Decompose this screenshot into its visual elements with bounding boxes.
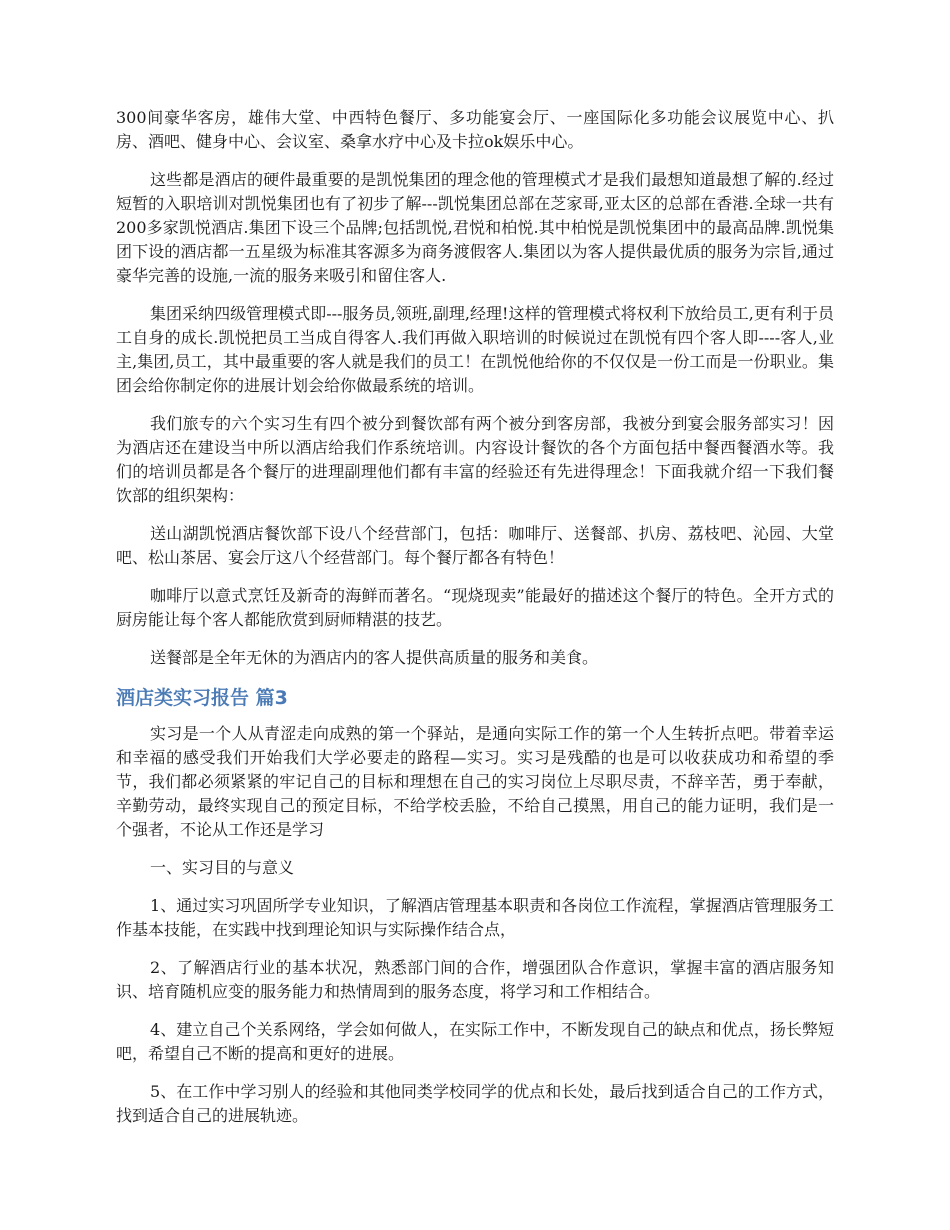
- paragraph: 送山湖凯悦酒店餐饮部下设八个经营部门，包括：咖啡厅、送餐部、扒房、荔枝吧、沁园、大堂吧、松山茶居、宴会厅这八个经营部门。每个餐厅都各有特色！: [116, 524, 834, 567]
- list-paragraph: 4、建立自己个关系网络，学会如何做人，在实际工作中，不断发现自己的缺点和优点，扬长弊短吧，希望自己不断的提高和更好的进展。: [116, 1020, 834, 1063]
- list-paragraph: 5、在工作中学习别人的经验和其他同类学校同学的优点和长处，最后找到适合自己的工作方式，找到适合自己的进展轨迹。: [116, 1082, 834, 1125]
- paragraph: 咖啡厅以意式烹饪及新奇的海鲜而著名。“现烧现卖”能最好的描述这个餐厅的特色。全开方式的厨房能让每个客人都能欣赏到厨师精湛的技艺。: [116, 586, 834, 629]
- paragraph: 送餐部是全年无休的为酒店内的客人提供高质量的服务和美食。: [150, 648, 599, 667]
- list-paragraph: 2、了解酒店行业的基本状况，熟悉部门间的合作，增强团队合作意识，掌握丰富的酒店服务知识、培育随机应变的服务能力和热情周到的服务态度，将学习和工作相结合。: [116, 958, 834, 1001]
- section-heading: 酒店类实习报告 篇3: [116, 687, 288, 709]
- paragraph-continued: 300间豪华客房，雄伟大堂、中西特色餐厅、多功能宴会厅、一座国际化多功能会议展览中心、扒房、酒吧、健身中心、会议室、桑拿水疗中心及卡拉ok娱乐中心。: [116, 108, 834, 151]
- paragraph: 这些都是酒店的硬件最重要的是凯悦集团的理念他的管理模式才是我们最想知道最想了解的.经过短暂的入职培训对凯悦集团也有了初步了解---凯悦集团总部在芝家哥,亚太区的总部在香港.全球一共有200多家凯悦酒店.集团下设三个品牌;包括凯悦,君悦和柏悦.其中柏悦是凯悦集团中的最高品牌.凯悦集团下设的酒店都一五星级为标准其客源多为商务渡假客人.集团以为客人提供最优质的服务为宗旨,通过豪华完善的设施,一流的服务来吸引和留住客人.: [116, 170, 834, 285]
- subheading-paragraph: 一、实习目的与意义: [150, 858, 295, 877]
- paragraph: 我们旅专的六个实习生有四个被分到餐饮部有两个被分到客房部，我被分到宴会服务部实习！因为酒店还在建设当中所以酒店给我们作系统培训。内容设计餐饮的各个方面包括中餐西餐酒水等。我们的培训员都是各个餐厅的进理副理他们都有丰富的经验还有先进得理念！下面我就介绍一下我们餐饮部的组织架构：: [116, 414, 834, 505]
- paragraph: 实习是一个人从青涩走向成熟的第一个驿站，是通向实际工作的第一个人生转折点吧。带着幸运和幸福的感受我们开始我们大学必要走的路程—实习。实习是残酷的也是可以收获成功和希望的季节，我们都必须紧紧的牢记自己的目标和理想在自己的实习岗位上尽职尽责，不辞辛苦，勇于奉献，辛勤劳动，最终实现自己的预定目标，不给学校丢脸，不给自己摸黑，用自己的能力证明，我们是一个强者，不论从工作还是学习: [116, 724, 834, 839]
- paragraph: 集团采纳四级管理模式即---服务员,领班,副理,经理!这样的管理模式将权利下放给员工,更有利于员工自身的成长.凯悦把员工当成自得客人.我们再做入职培训的时候说过在凯悦有四个客人即----客人,业主,集团,员工，其中最重要的客人就是我们的员工！在凯悦他给你的不仅仅是一份工而是一份职业。集团会给你制定你的进展计划会给你做最系统的培训。: [116, 304, 834, 395]
- list-paragraph: 1、通过实习巩固所学专业知识，了解酒店管理基本职责和各岗位工作流程，掌握酒店管理服务工作基本技能，在实践中找到理论知识与实际操作结合点，: [116, 896, 834, 939]
